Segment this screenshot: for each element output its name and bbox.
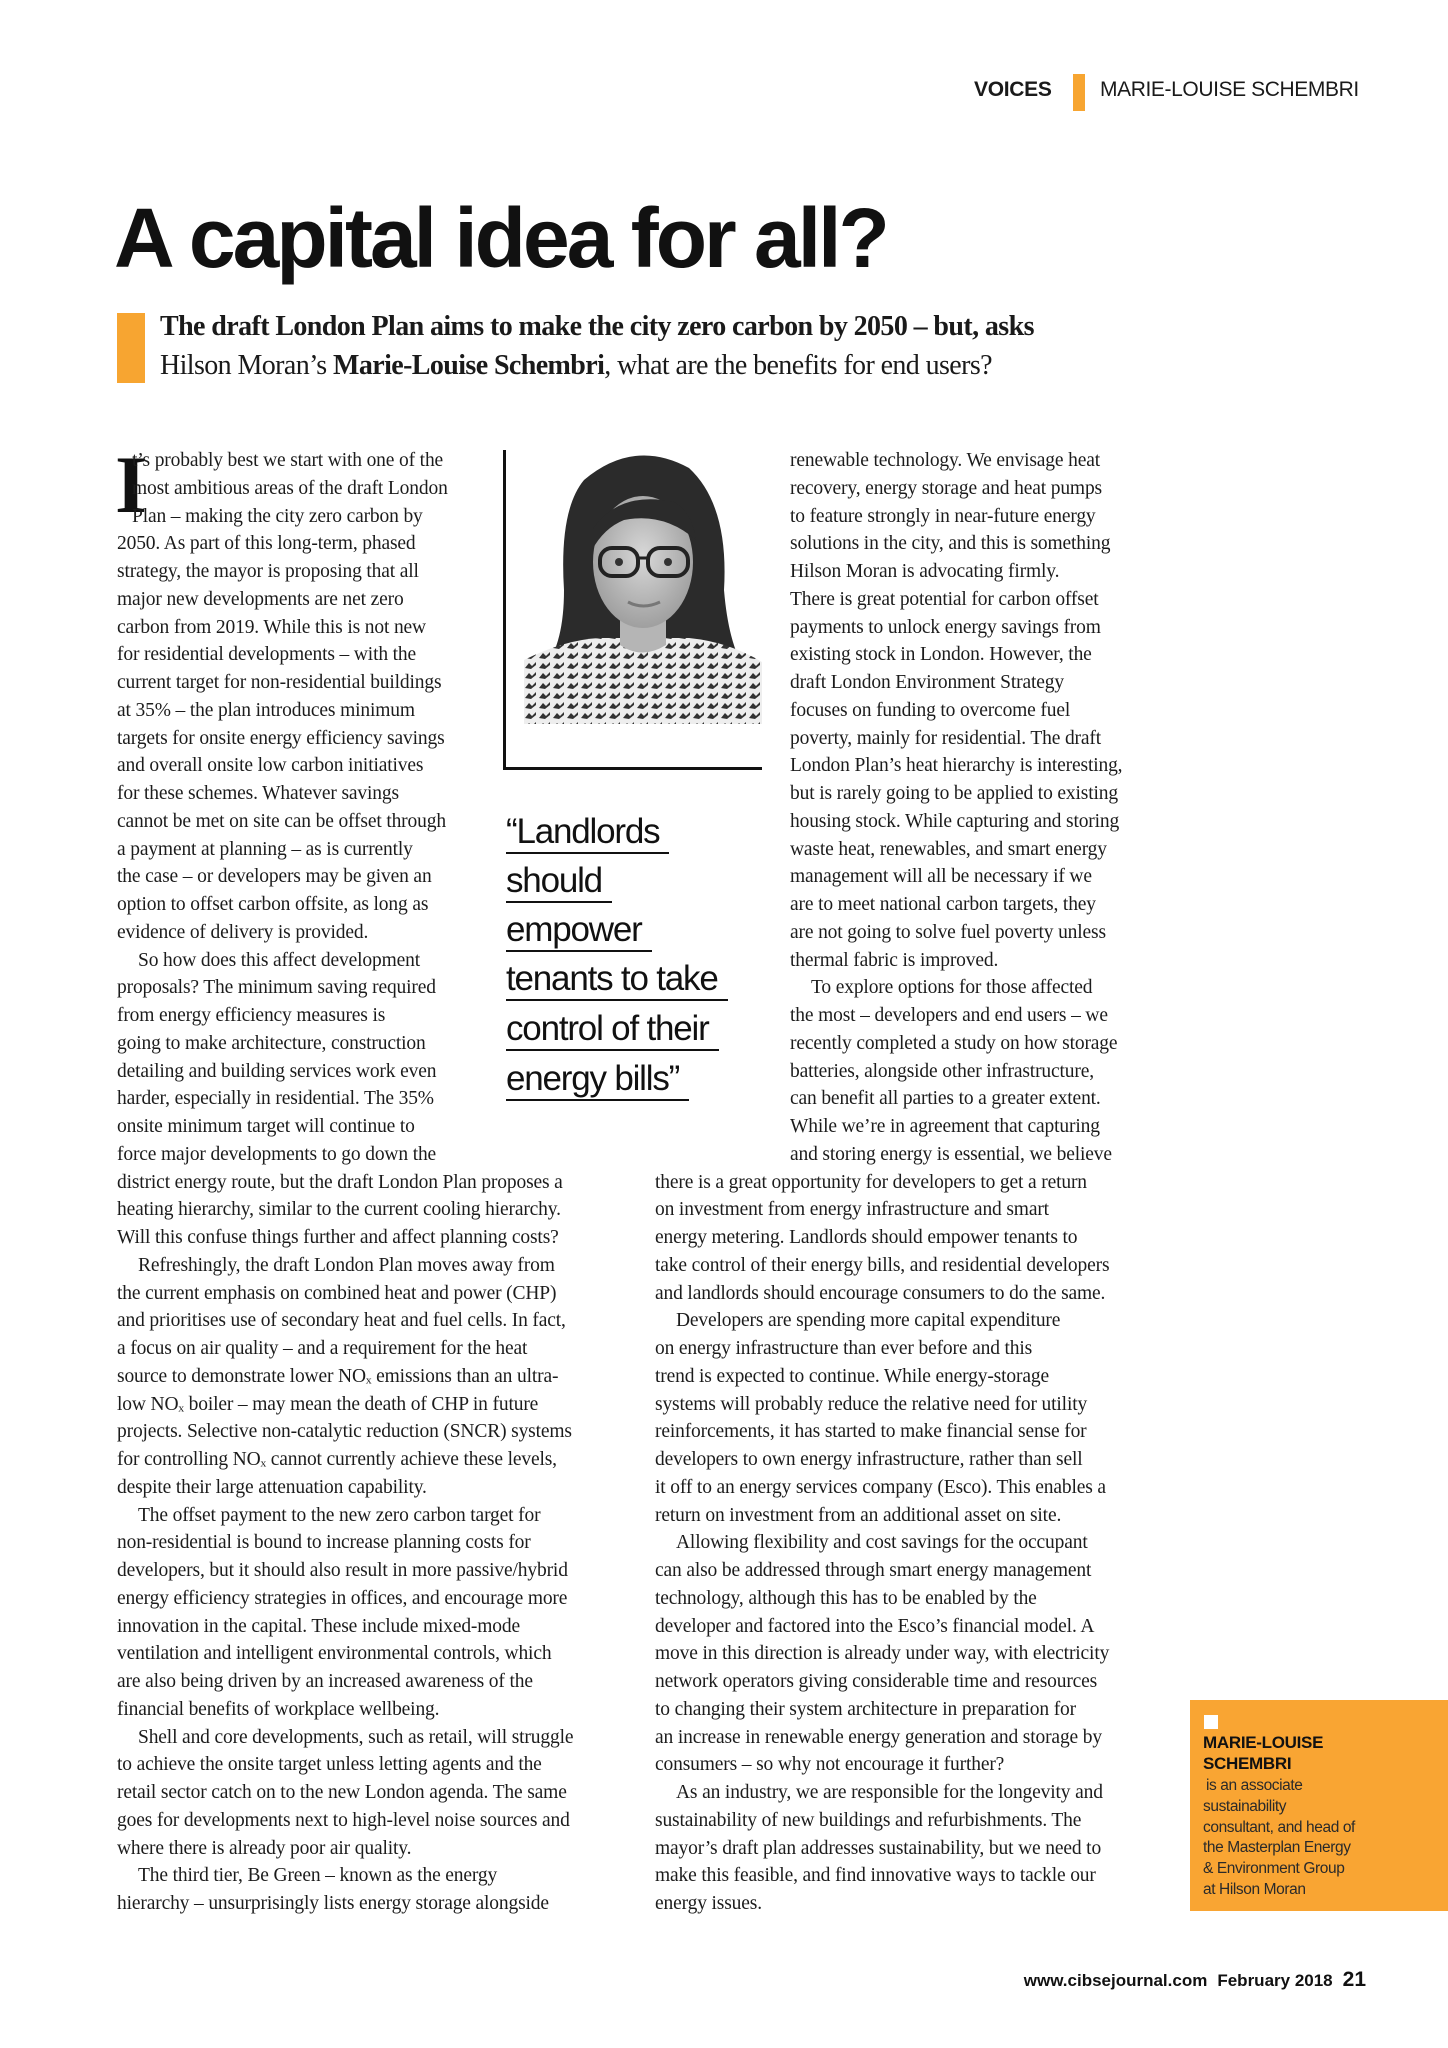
body-text-line: make this feasible, and find innovative ways to tackle our xyxy=(655,1865,1096,1887)
body-text-line: 2050. As part of this long-term, phased xyxy=(117,533,416,555)
body-text-line: solutions in the city, and this is something xyxy=(790,533,1111,555)
bio-description-line: the Masterplan Energy xyxy=(1203,1839,1351,1856)
body-text-line: cannot be met on site can be offset through xyxy=(117,810,446,832)
photo-frame-rule xyxy=(503,767,762,770)
body-text-line: are not going to solve fuel poverty unless xyxy=(790,921,1106,943)
bio-description-line: & Environment Group xyxy=(1203,1860,1345,1877)
header-author: MARIE-LOUISE SCHEMBRI xyxy=(1100,78,1359,101)
pull-quote-line: should xyxy=(506,861,612,903)
body-text-line: are also being driven by an increased awareness of the xyxy=(117,1671,533,1692)
body-text-line: a payment at planning – as is currently xyxy=(117,838,413,860)
body-text-line: hierarchy – unsurprisingly lists energy storage alongside xyxy=(117,1893,549,1914)
body-text-line: the case – or developers may be given an xyxy=(117,866,432,888)
body-text-line: going to make architecture, construction xyxy=(117,1032,426,1054)
paragraph-start-line: Shell and core developments, such as retail, will struggle xyxy=(138,1726,574,1748)
body-text-line: recently completed a study on how storage xyxy=(790,1032,1118,1054)
body-text-line: carbon from 2019. While this is not new xyxy=(117,616,426,638)
body-text-line: systems will probably reduce the relative need for utility xyxy=(655,1393,1088,1415)
bio-description-line: consultant, and head of xyxy=(1203,1819,1355,1836)
journal-url-link[interactable]: www.cibsejournal.com xyxy=(1023,1971,1208,1990)
body-text-line: a focus on air quality – and a requirement for the heat xyxy=(117,1338,528,1359)
page-number: 21 xyxy=(1342,1968,1366,1991)
body-text-line: district energy route, but the draft London Plan proposes a xyxy=(117,1171,563,1193)
paragraph-start-line: To explore options for those affected xyxy=(811,977,1093,999)
body-text-line: focuses on funding to overcome fuel xyxy=(790,699,1071,721)
body-text-line: option to offset carbon offsite, as long as xyxy=(117,894,429,915)
body-text-line: from energy efficiency measures is xyxy=(117,1005,386,1026)
page-footer xyxy=(1024,1968,1366,1992)
body-text-line: existing stock in London. However, the xyxy=(790,644,1092,666)
bio-description-line: sustainability xyxy=(1203,1798,1287,1815)
body-text-line: non-residential is bound to increase planning costs for xyxy=(117,1532,531,1554)
body-text-line: major new developments are net zero xyxy=(117,588,404,610)
body-text-line: sustainability of new buildings and refurbishments. The xyxy=(655,1809,1082,1831)
body-text-line: detailing and building services work even xyxy=(117,1060,437,1082)
body-text-line: batteries, alongside other infrastructure, xyxy=(790,1060,1094,1082)
body-text-line: but is rarely going to be applied to existing xyxy=(790,783,1118,804)
standfirst-text: Hilson Moran’s xyxy=(160,350,334,381)
body-text-line: source to demonstrate lower NOₓ emissions than an ultra- xyxy=(117,1365,559,1387)
section-label: VOICES xyxy=(974,78,1052,101)
body-text-line: poverty, mainly for residential. The draft xyxy=(790,727,1102,749)
body-text-line: to achieve the onsite target unless letting agents and the xyxy=(117,1754,542,1776)
body-text-line: where there is already poor air quality. xyxy=(117,1837,412,1859)
standfirst-author-name: Marie-Louise Schembri xyxy=(333,350,605,381)
body-text-line: return on investment from an additional asset on site. xyxy=(655,1504,1062,1526)
body-text-line: strategy, the mayor is proposing that all xyxy=(117,561,419,582)
body-text-line: can benefit all parties to a greater extent. xyxy=(790,1088,1101,1110)
body-text-line: targets for onsite energy efficiency savings xyxy=(117,727,445,749)
body-text-line: an increase in renewable energy generation and storage by xyxy=(655,1726,1102,1748)
drop-cap: I xyxy=(115,439,147,530)
body-text-line: While we’re in agreement that capturing xyxy=(790,1116,1100,1137)
body-text-line: financial benefits of workplace wellbeing. xyxy=(117,1698,440,1720)
body-text-line: force major developments to go down the xyxy=(117,1143,437,1165)
body-text-line: at 35% – the plan introduces minimum xyxy=(117,699,415,721)
header-accent-bar xyxy=(1073,74,1085,111)
body-text-line: thermal fabric is improved. xyxy=(790,949,999,971)
paragraph-start-line: Refreshingly, the draft London Plan moves away from xyxy=(138,1254,555,1276)
bio-name: MARIE-LOUISE xyxy=(1203,1733,1324,1752)
standfirst-accent-bar xyxy=(117,313,145,383)
body-text-line: it off to an energy services company (Esco). This enables a xyxy=(655,1476,1106,1498)
body-text-line: technology, although this has to be enabled by the xyxy=(655,1587,1037,1609)
body-text-line: the current emphasis on combined heat and power (CHP) xyxy=(117,1282,557,1304)
paragraph-start-line: The offset payment to the new zero carbon target for xyxy=(138,1504,541,1526)
paragraph-start-line: So how does this affect development xyxy=(138,949,420,971)
paragraph-start-line: Allowing flexibility and cost savings for the occupant xyxy=(676,1532,1088,1554)
body-text-line: management will all be necessary if we xyxy=(790,866,1092,888)
bio-name: SCHEMBRI xyxy=(1203,1754,1292,1773)
issue-date: February 2018 xyxy=(1217,1971,1333,1990)
standfirst-line-2 xyxy=(160,350,992,382)
bio-description-line: is an associate xyxy=(1206,1777,1303,1794)
body-text-line: trend is expected to continue. While energy-storage xyxy=(655,1365,1049,1387)
body-text-line: and storing energy is essential, we believe xyxy=(790,1143,1112,1165)
paragraph-start-line: Developers are spending more capital expenditure xyxy=(676,1310,1061,1332)
body-text-line: developers to own energy infrastructure, rather than sell xyxy=(655,1449,1083,1470)
body-text-line: London Plan’s heat hierarchy is interesting, xyxy=(790,755,1123,777)
body-text-line: innovation in the capital. These include mixed-mode xyxy=(117,1615,521,1637)
standfirst-text: , what are the benefits for end users? xyxy=(604,350,992,381)
body-text-line: energy issues. xyxy=(655,1893,762,1914)
body-text-line: on energy infrastructure than ever before and this xyxy=(655,1338,1033,1359)
body-text-line: draft London Environment Strategy xyxy=(790,672,1064,693)
body-text-line: move in this direction is already under way, with electricity xyxy=(655,1643,1110,1665)
body-text-line: projects. Selective non-catalytic reduction (SNCR) systems xyxy=(117,1421,572,1443)
body-text-line: and prioritises use of secondary heat and fuel cells. In fact, xyxy=(117,1310,566,1332)
bio-description-line: at Hilson Moran xyxy=(1203,1881,1306,1898)
body-text-line: on investment from energy infrastructure and smart xyxy=(655,1199,1049,1221)
body-text-line: Hilson Moran is advocating firmly. xyxy=(790,561,1060,582)
body-text-line: energy metering. Landlords should empower tenants to xyxy=(655,1227,1078,1248)
standfirst-text: The draft London Plan aims to make the city zero carbon by 2050 – but, asks xyxy=(160,311,1034,342)
body-text-line: most ambitious areas of the draft London xyxy=(132,477,448,499)
body-text-line: Will this confuse things further and affect planning costs? xyxy=(117,1227,559,1248)
photo-frame-rule xyxy=(503,450,506,770)
body-text-line: There is great potential for carbon offset xyxy=(790,588,1099,610)
body-text-line: and overall onsite low carbon initiatives xyxy=(117,755,424,777)
body-text-line: proposals? The minimum saving required xyxy=(117,977,436,999)
body-text-line: onsite minimum target will continue to xyxy=(117,1116,415,1137)
body-text-line: there is a great opportunity for developers to get a return xyxy=(655,1171,1087,1193)
body-text-line: ventilation and intelligent environmental controls, which xyxy=(117,1643,552,1665)
body-text-line: to feature strongly in near-future energy xyxy=(790,505,1096,527)
body-text-line: take control of their energy bills, and residential developers xyxy=(655,1254,1110,1276)
body-text-line: despite their large attenuation capability. xyxy=(117,1476,427,1498)
body-text-line: recovery, energy storage and heat pumps xyxy=(790,477,1102,499)
body-text-line: consumers – so why not encourage it further? xyxy=(655,1754,1005,1776)
body-text-line: current target for non-residential buildings xyxy=(117,672,442,693)
body-text-line: retail sector catch on to the new London agenda. The same xyxy=(117,1782,567,1803)
body-text-line: to changing their system architecture in preparation for xyxy=(655,1698,1076,1720)
portrait-photo-icon xyxy=(524,450,762,724)
pull-quote-line: control of their xyxy=(506,1009,719,1051)
body-text-line: housing stock. While capturing and storing xyxy=(790,810,1120,832)
body-text-line: for these schemes. Whatever savings xyxy=(117,783,399,804)
body-text-line: can also be addressed through smart energy management xyxy=(655,1560,1092,1581)
pull-quote-line: tenants to take xyxy=(506,959,728,1001)
body-text-line: low NOₓ boiler – may mean the death of CHP in future xyxy=(117,1393,539,1415)
paragraph-start-line: The third tier, Be Green – known as the energy xyxy=(138,1865,498,1887)
body-text-line: waste heat, renewables, and smart energy xyxy=(790,838,1107,860)
body-text-line: energy efficiency strategies in offices, and encourage more xyxy=(117,1587,568,1609)
body-text-line: goes for developments next to high-level noise sources and xyxy=(117,1809,570,1831)
author-bio-box xyxy=(1190,1700,1448,1911)
body-text-line: evidence of delivery is provided. xyxy=(117,921,369,943)
pull-quote-line: energy bills” xyxy=(506,1059,689,1101)
body-text-line: developers, but it should also result in more passive/hybrid xyxy=(117,1560,568,1581)
pull-quote-line: “Landlords xyxy=(506,812,669,854)
body-text-line: for residential developments – with the xyxy=(117,644,417,666)
pull-quote-line: empower xyxy=(506,910,652,952)
standfirst-line-1 xyxy=(160,311,1034,343)
article-title: A capital idea for all? xyxy=(114,191,887,285)
body-text-line: the most – developers and end users – we xyxy=(790,1005,1108,1026)
body-text-line: renewable technology. We envisage heat xyxy=(790,450,1101,471)
body-text-line: Plan – making the city zero carbon by xyxy=(132,505,423,527)
body-text-line: t’s probably best we start with one of the xyxy=(132,450,444,471)
paragraph-start-line: As an industry, we are responsible for the longevity and xyxy=(676,1782,1103,1803)
body-text-line: developer and factored into the Esco’s financial model. A xyxy=(655,1615,1095,1637)
body-text-line: are to meet national carbon targets, they xyxy=(790,894,1096,915)
bio-square-icon xyxy=(1204,1715,1218,1729)
body-text-line: heating hierarchy, similar to the current cooling hierarchy. xyxy=(117,1199,561,1221)
body-text-line: payments to unlock energy savings from xyxy=(790,616,1101,638)
body-text-line: harder, especially in residential. The 35% xyxy=(117,1088,434,1110)
body-text-line: mayor’s draft plan addresses sustainability, but we need to xyxy=(655,1837,1102,1859)
body-text-line: for controlling NOₓ cannot currently achieve these levels, xyxy=(117,1449,557,1470)
body-text-line: reinforcements, it has started to make financial sense for xyxy=(655,1421,1087,1443)
body-text-line: and landlords should encourage consumers to do the same. xyxy=(655,1282,1106,1304)
body-text-line: network operators giving considerable time and resources xyxy=(655,1671,1098,1692)
